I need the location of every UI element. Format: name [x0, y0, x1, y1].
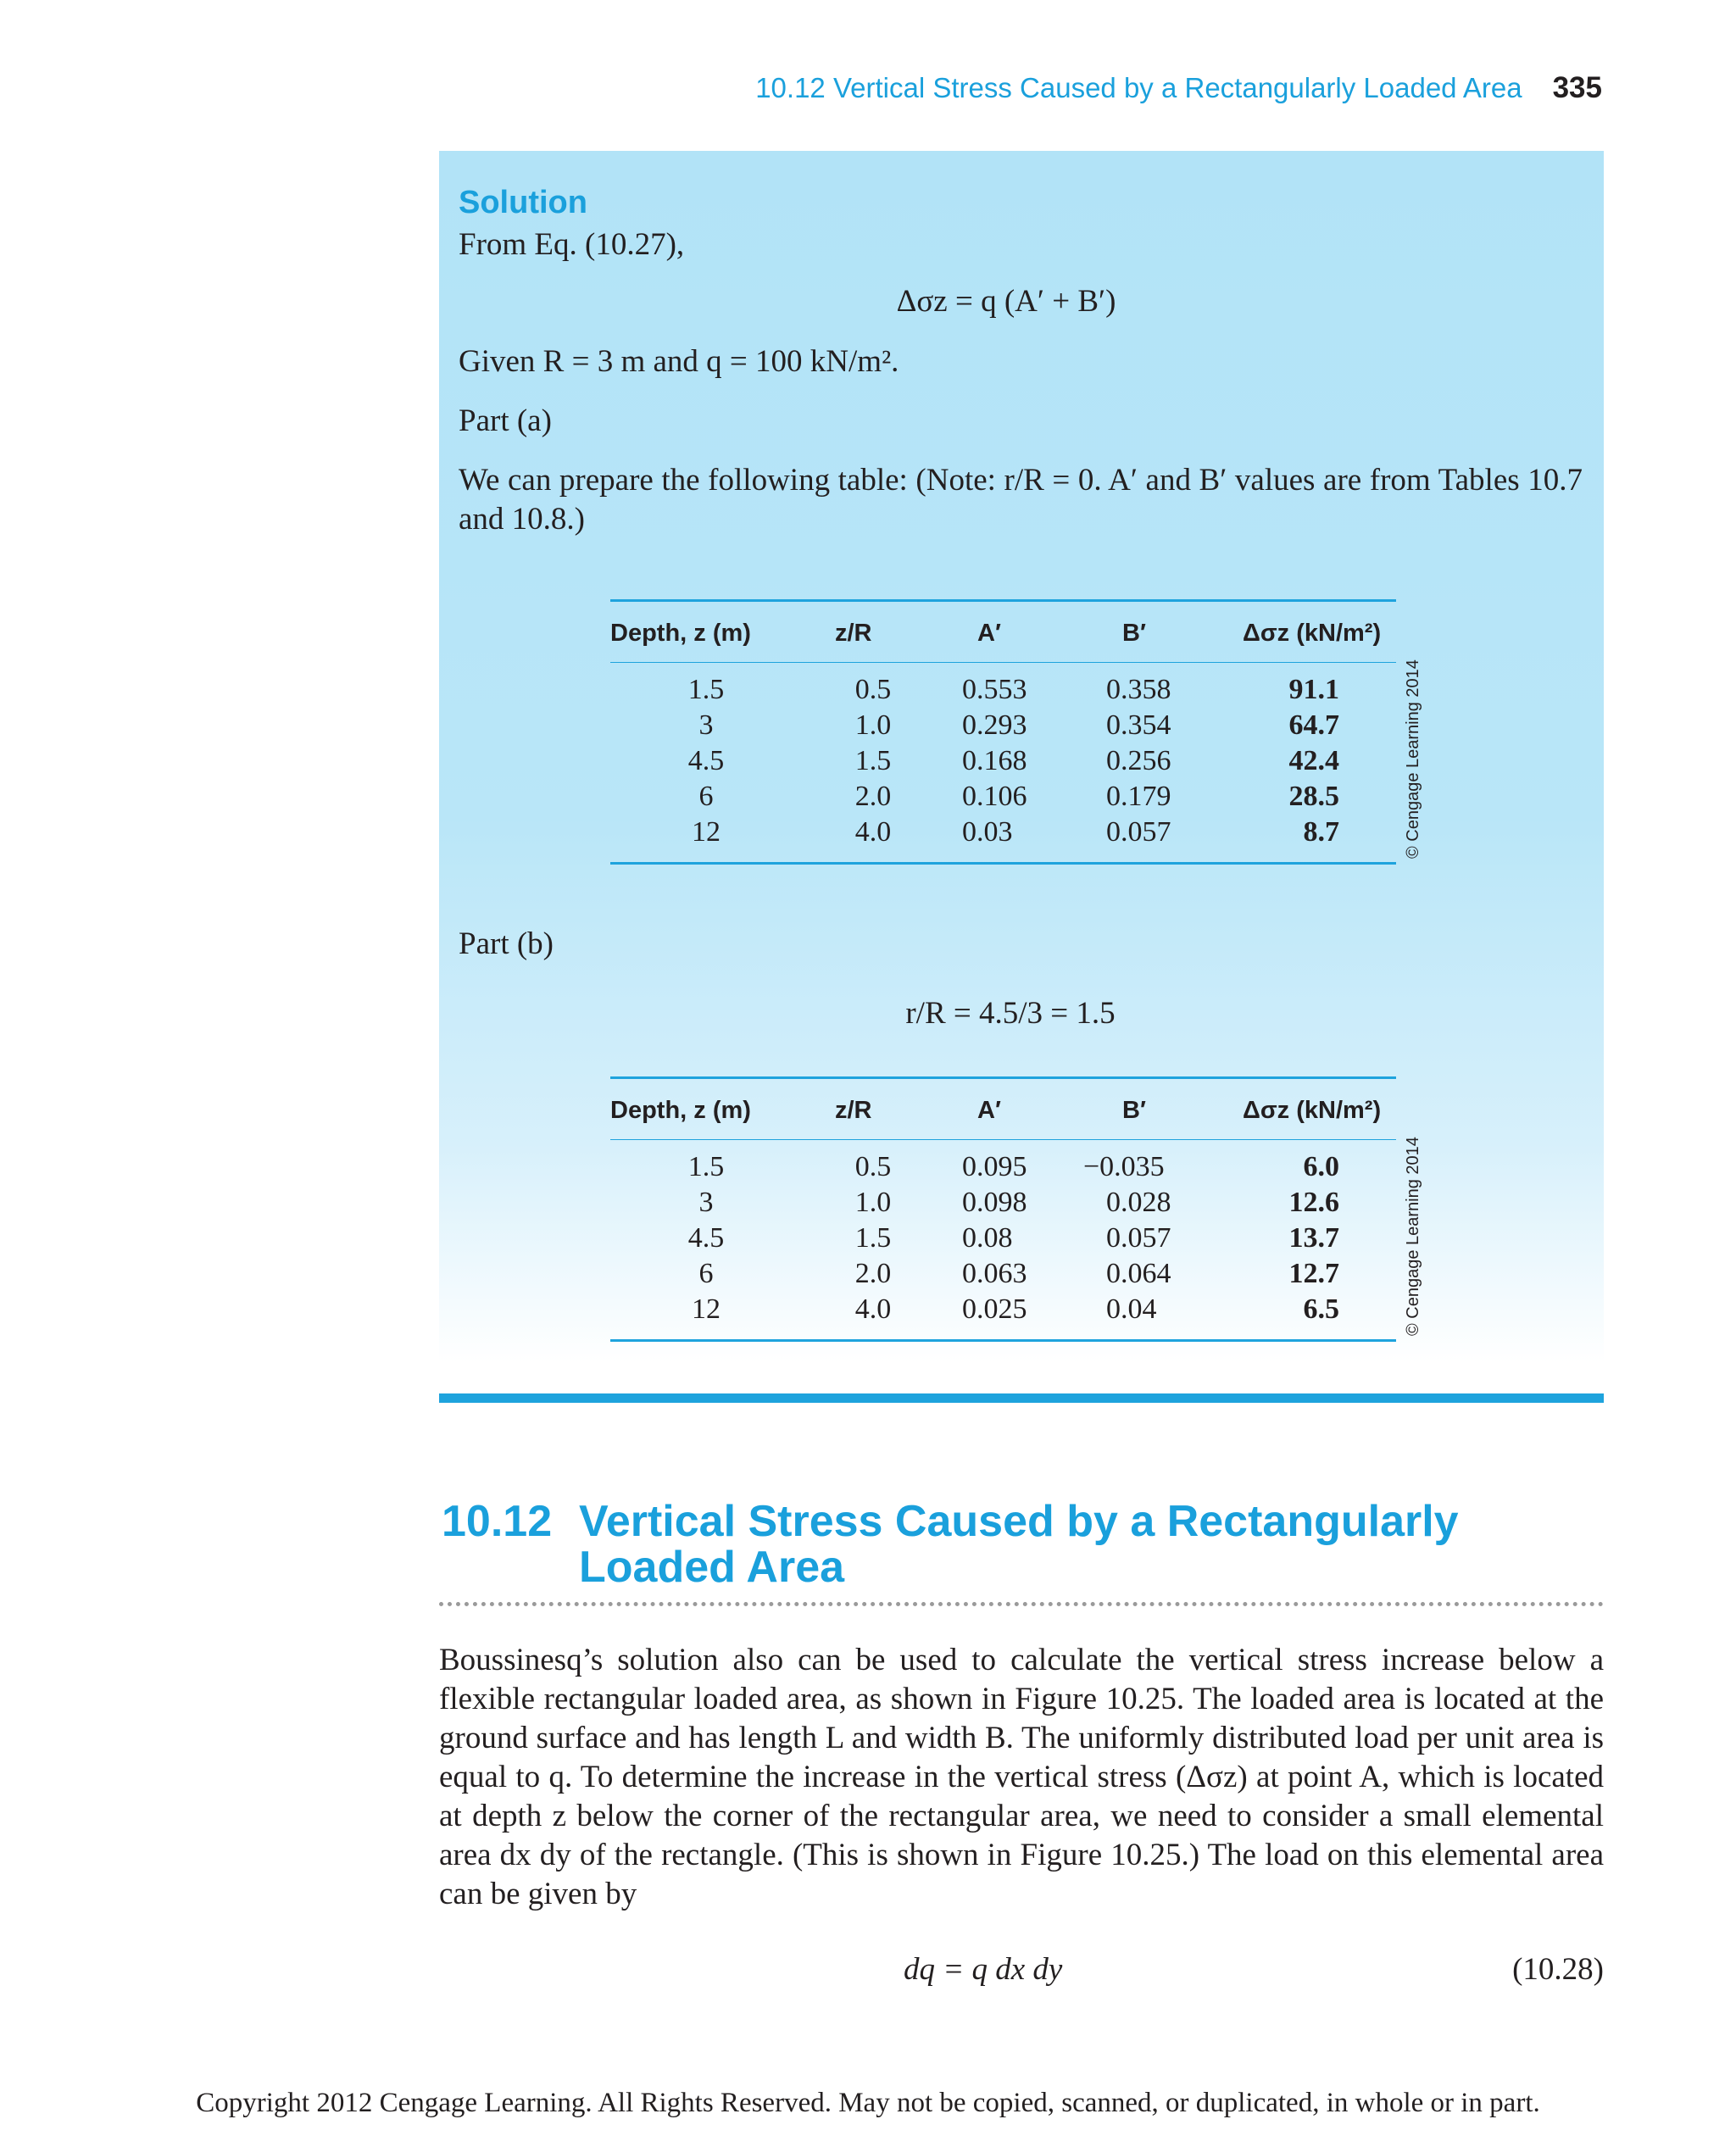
cell-delta-sigma: 42.4 [1288, 745, 1339, 776]
cell-depth: 1.5 [687, 1151, 725, 1182]
running-head [755, 71, 1602, 105]
table-row [610, 743, 1396, 779]
header-b-prime: B′ [1122, 1097, 1146, 1124]
body-paragraph: Boussinesq’s solution also can be used to calculate the vertical stress increase below a flexible rectangular loaded area, as shown in Figure 10.25. The loaded area is located at the ground surface and has length L and width B. The uniformly distributed load per unit area is equal to q. To determine the increase in the vertical stress (Δσz) at point A, which is located at depth z below the corner of the rectangular area, we need to consider a small elemental area dx dy of the rectangle. (This is shown in Figure 10.25.) The load on this elemental area can be given by [439, 1643, 1604, 1911]
page-number: 335 [1552, 71, 1602, 104]
credit-text: © Cengage Learning 2014 [1404, 659, 1422, 859]
cell-delta-sigma: 6.0 [1303, 1151, 1339, 1182]
cell-a-prime: 0.293 [962, 709, 1027, 741]
cell-depth: 6 [698, 781, 714, 812]
cell-b-prime: 0.179 [1106, 781, 1171, 812]
equation-delta-sigma: Δσz = q (A′ + B′) [896, 284, 1116, 319]
cell-depth: 4.5 [687, 745, 725, 776]
cell-z-over-r: 2.0 [854, 1258, 892, 1289]
cell-a-prime: 0.063 [962, 1258, 1027, 1289]
cell-delta-sigma: 6.5 [1303, 1293, 1339, 1325]
header-delta-sigma: Δσz (kN/m²) [1243, 1097, 1382, 1124]
cell-b-prime: 0.358 [1106, 674, 1171, 705]
table-part-b [610, 1076, 1396, 1342]
equation-number: (10.28) [1512, 1952, 1604, 1987]
section-number: 10.12 [442, 1497, 553, 1546]
table-part-a [610, 599, 1396, 865]
table-row [610, 1256, 1396, 1292]
cell-z-over-r: 1.0 [854, 1187, 892, 1218]
cell-b-prime: 0.256 [1106, 745, 1171, 776]
cell-depth: 4.5 [687, 1222, 725, 1254]
cell-delta-sigma: 12.7 [1288, 1258, 1339, 1289]
part-b-label: Part (b) [459, 926, 554, 961]
cell-delta-sigma: 12.6 [1288, 1187, 1339, 1218]
table-bottom-rule [610, 862, 1396, 865]
cell-b-prime: 0.057 [1106, 816, 1171, 848]
table-bottom-rule [610, 1339, 1396, 1342]
table-row [610, 815, 1396, 850]
cell-b-prime: 0.057 [1106, 1222, 1171, 1254]
cell-b-prime: 0.354 [1106, 709, 1171, 741]
cell-z-over-r: 1.5 [854, 745, 892, 776]
table-row [610, 1185, 1396, 1221]
header-b-prime: B′ [1122, 620, 1146, 647]
given-text: Given R = 3 m and q = 100 kN/m². [459, 344, 899, 379]
header-depth: Depth, z (m) [610, 620, 751, 647]
from-eq-text: From Eq. (10.27), [459, 227, 685, 262]
cell-a-prime: 0.168 [962, 745, 1027, 776]
cell-depth: 6 [698, 1258, 714, 1289]
cell-z-over-r: 1.0 [854, 709, 892, 741]
table-row [610, 672, 1396, 708]
table-row [610, 779, 1396, 815]
cell-delta-sigma: 91.1 [1288, 674, 1339, 705]
cell-z-over-r: 1.5 [854, 1222, 892, 1254]
table-body [610, 663, 1396, 862]
cell-a-prime: 0.106 [962, 781, 1027, 812]
cell-z-over-r: 4.0 [854, 1293, 892, 1325]
table-body [610, 1140, 1396, 1339]
header-a-prime: A′ [977, 1097, 1001, 1124]
table-row [610, 1292, 1396, 1327]
solution-heading: Solution [459, 185, 587, 220]
table-header [610, 602, 1396, 663]
table-header [610, 1079, 1396, 1140]
cell-a-prime: 0.08 [962, 1222, 1013, 1254]
running-head-section: 10.12 Vertical Stress Caused by a Rectangularly Loaded Area [755, 72, 1522, 103]
cell-b-prime: 0.064 [1106, 1258, 1171, 1289]
credit-text: © Cengage Learning 2014 [1404, 1137, 1422, 1336]
header-delta-sigma: Δσz (kN/m²) [1243, 620, 1382, 647]
cell-b-prime: −0.035 [1083, 1151, 1165, 1182]
header-z-over-r: z/R [835, 1097, 872, 1124]
cell-z-over-r: 0.5 [854, 1151, 892, 1182]
header-depth: Depth, z (m) [610, 1097, 751, 1124]
equation-r-over-r: r/R = 4.5/3 = 1.5 [905, 996, 1116, 1031]
cell-a-prime: 0.098 [962, 1187, 1027, 1218]
equation-dq: dq = q dx dy [904, 1952, 1063, 1987]
solution-box-bottom-rule [439, 1393, 1604, 1403]
cell-z-over-r: 2.0 [854, 781, 892, 812]
table-row [610, 1149, 1396, 1185]
cell-delta-sigma: 28.5 [1288, 781, 1339, 812]
table-row [610, 708, 1396, 743]
note-text: We can prepare the following table: (Note: r/R = 0. A′ and B′ values are from Tables 10.7 and 10.8.) [459, 463, 1583, 537]
cell-z-over-r: 0.5 [854, 674, 892, 705]
cell-delta-sigma: 8.7 [1303, 816, 1339, 848]
cell-a-prime: 0.03 [962, 816, 1013, 848]
header-z-over-r: z/R [835, 620, 872, 647]
table-row [610, 1221, 1396, 1256]
cell-depth: 1.5 [687, 674, 725, 705]
header-a-prime: A′ [977, 620, 1001, 647]
cell-z-over-r: 4.0 [854, 816, 892, 848]
cell-a-prime: 0.025 [962, 1293, 1027, 1325]
cell-depth: 12 [692, 816, 721, 848]
cell-b-prime: 0.028 [1106, 1187, 1171, 1218]
cell-depth: 3 [698, 709, 714, 741]
cell-a-prime: 0.553 [962, 674, 1027, 705]
copyright-footer: Copyright 2012 Cengage Learning. All Rights Reserved. May not be copied, scanned, or duplicated, in whole or in part. [196, 2088, 1540, 2118]
cell-a-prime: 0.095 [962, 1151, 1027, 1182]
cell-depth: 3 [698, 1187, 714, 1218]
cell-b-prime: 0.04 [1106, 1293, 1157, 1325]
cell-depth: 12 [692, 1293, 721, 1325]
dotted-divider [439, 1602, 1604, 1606]
cell-delta-sigma: 13.7 [1288, 1222, 1339, 1254]
cell-delta-sigma: 64.7 [1288, 709, 1339, 741]
section-title: Vertical Stress Caused by a Rectangularly Loaded Area [579, 1497, 1459, 1592]
part-a-label: Part (a) [459, 403, 552, 438]
